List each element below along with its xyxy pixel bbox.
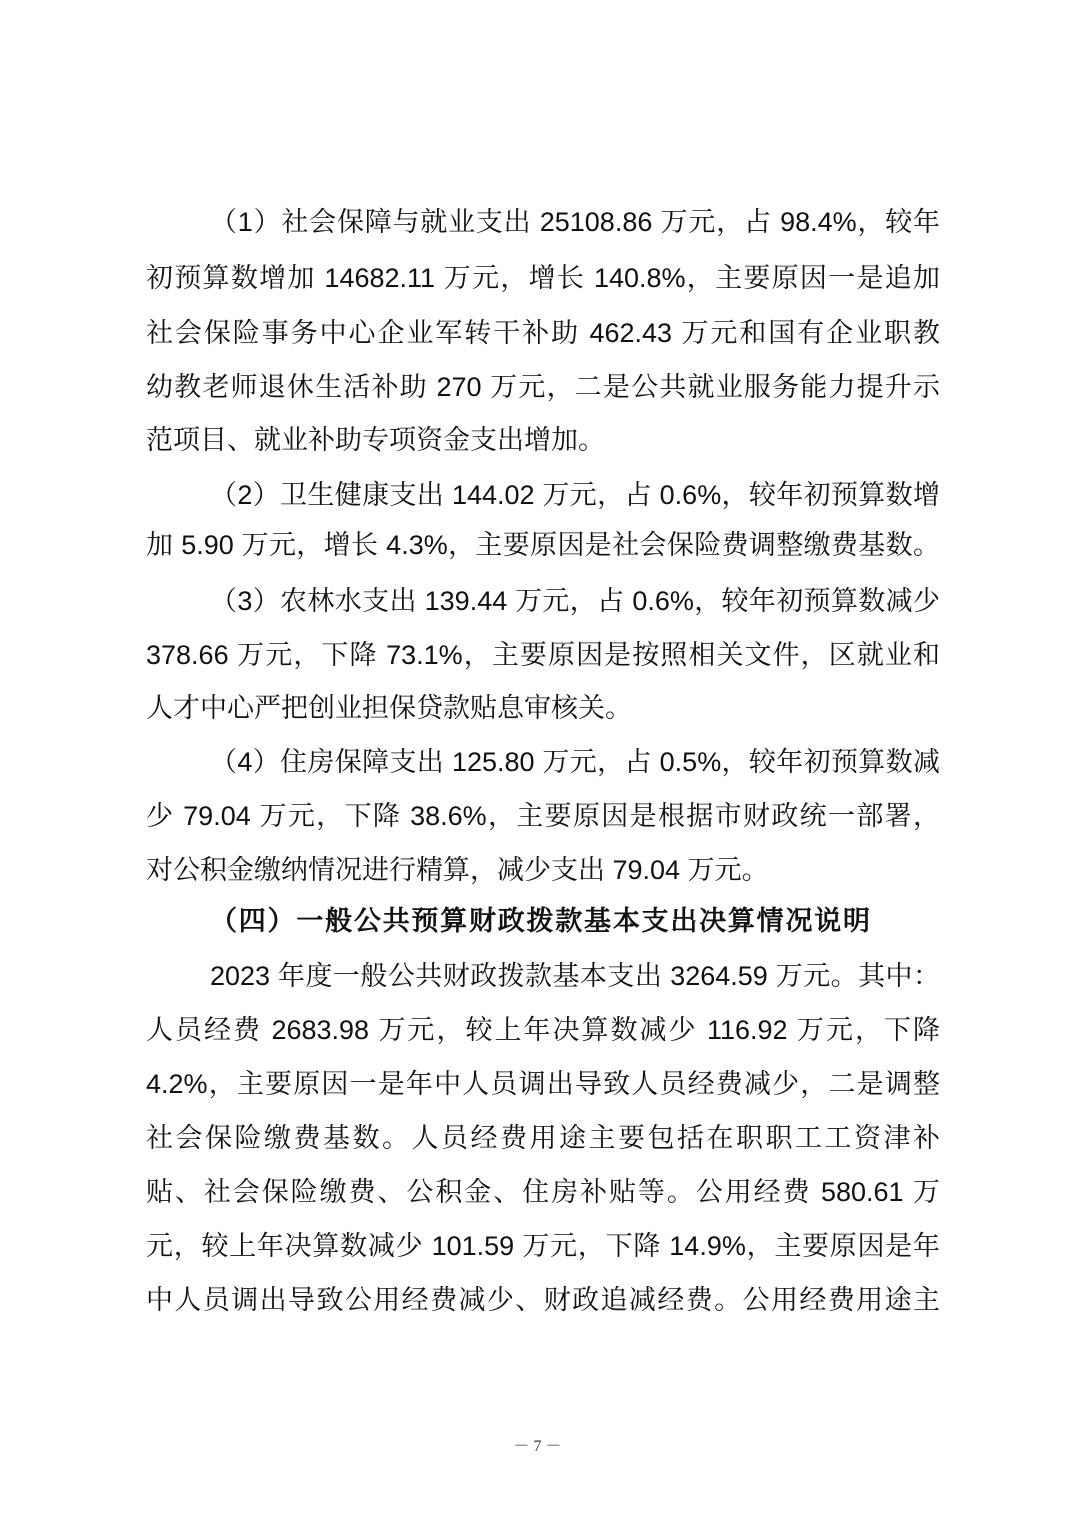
paragraph-line: 2023 年度一般公共财政拨款基本支出 3264.59 万元。其中： bbox=[210, 961, 940, 991]
page-number: － 7 － bbox=[513, 1438, 562, 1455]
paragraph-line: （1）社会保障与就业支出 25108.86 万元，占 98.4%，较年 bbox=[210, 207, 940, 237]
section-heading: （四）一般公共预算财政拨款基本支出决算情况说明 bbox=[210, 906, 870, 937]
paragraph-line: 贴、社会保险缴费、公积金、住房补贴等。公用经费 580.61 万 bbox=[146, 1177, 940, 1207]
paragraph-line: 对公积金缴纳情况进行精算，减少支出 79.04 万元。 bbox=[146, 855, 769, 885]
paragraph-line: 人员经费 2683.98 万元，较上年决算数减少 116.92 万元，下降 bbox=[146, 1015, 940, 1045]
paragraph-line: 中人员调出导致公用经费减少、财政追减经费。公用经费用途主 bbox=[146, 1285, 940, 1315]
paragraph-line: 378.66 万元，下降 73.1%，主要原因是按照相关文件，区就业和 bbox=[146, 640, 940, 670]
paragraph-line: 范项目、就业补助专项资金支出增加。 bbox=[146, 425, 605, 455]
paragraph-line: 社会保险缴费基数。人员经费用途主要包括在职职工工资津补 bbox=[146, 1123, 940, 1153]
paragraph-line: （3）农林水支出 139.44 万元，占 0.6%，较年初预算数减少 bbox=[210, 586, 940, 616]
paragraph-line: 4.2%，主要原因一是年中人员调出导致人员经费减少，二是调整 bbox=[146, 1069, 940, 1099]
paragraph-line: 初预算数增加 14682.11 万元，增长 140.8%，主要原因一是追加 bbox=[146, 263, 940, 293]
paragraph-line: 元，较上年决算数减少 101.59 万元，下降 14.9%，主要原因是年 bbox=[146, 1231, 940, 1261]
paragraph-line: （4）住房保障支出 125.80 万元，占 0.5%，较年初预算数减 bbox=[210, 747, 940, 777]
paragraph-line: （2）卫生健康支出 144.02 万元，占 0.6%，较年初预算数增 bbox=[210, 480, 940, 510]
paragraph-line: 社会保险事务中心企业军转干补助 462.43 万元和国有企业职教 bbox=[146, 318, 940, 348]
paragraph-line: 幼教老师退休生活补助 270 万元，二是公共就业服务能力提升示 bbox=[146, 372, 940, 402]
paragraph-line: 加 5.90 万元，增长 4.3%，主要原因是社会保险费调整缴费基数。 bbox=[146, 530, 940, 560]
paragraph-line: 人才中心严把创业担保贷款贴息审核关。 bbox=[146, 693, 632, 723]
paragraph-line: 少 79.04 万元，下降 38.6%，主要原因是根据市财政统一部署， bbox=[146, 801, 940, 831]
